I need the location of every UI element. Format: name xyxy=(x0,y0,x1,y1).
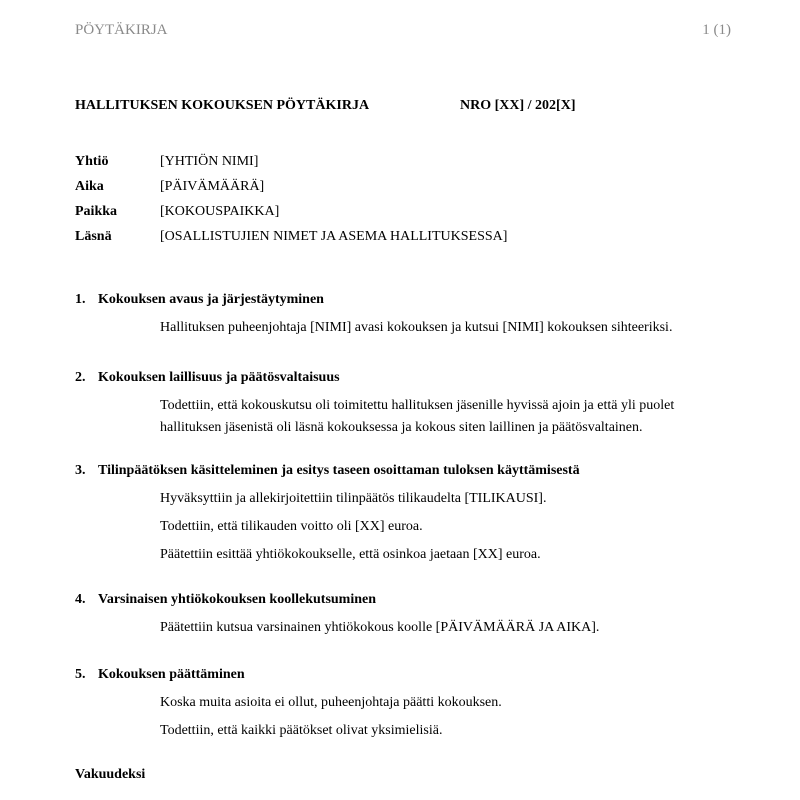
meta-row-company xyxy=(75,149,507,174)
section-2-number: 2. xyxy=(75,370,86,385)
section-3-paragraph-1: Hyväksyttiin ja allekirjoitettiin tilinpäätös tilikaudelta [TILIKAUSI]. xyxy=(160,491,547,506)
meta-label-time: Aika xyxy=(75,179,104,194)
meta-label-company: Yhtiö xyxy=(75,154,109,169)
page-header xyxy=(75,20,731,40)
section-3-paragraph-2: Todettiin, että tilikauden voitto oli [XX] euroa. xyxy=(160,519,423,534)
meta-value-company: [YHTIÖN NIMI] xyxy=(160,154,259,169)
meta-value-place: [KOKOUSPAIKKA] xyxy=(160,204,280,219)
section-3-heading xyxy=(75,460,723,482)
section-5-paragraph-1: Koska muita asioita ei ollut, puheenjohtaja päätti kokouksen. xyxy=(160,695,502,710)
section-3-paragraph-3: Päätettiin esittää yhtiökokoukselle, että osinkoa jaetaan [XX] euroa. xyxy=(160,547,541,562)
section-4-paragraph: Päätettiin kutsua varsinainen yhtiökokous koolle [PÄIVÄMÄÄRÄ JA AIKA]. xyxy=(160,620,600,635)
meta-block xyxy=(75,149,507,249)
closing-label: Vakuudeksi xyxy=(75,767,146,782)
document-title: HALLITUKSEN KOKOUKSEN PÖYTÄKIRJA xyxy=(75,98,370,113)
title-row xyxy=(75,95,575,117)
section-1-paragraph: Hallituksen puheenjohtaja [NIMI] avasi kokouksen ja kutsui [NIMI] kokouksen sihteeriksi. xyxy=(160,320,673,335)
meta-value-attendees: [OSALLISTUJIEN NIMET JA ASEMA HALLITUKSESSA] xyxy=(160,229,508,244)
meta-row-time xyxy=(75,174,507,199)
section-2-heading xyxy=(75,367,723,389)
meta-row-place xyxy=(75,199,507,224)
meta-label-place: Paikka xyxy=(75,204,118,219)
section-4-heading xyxy=(75,589,723,611)
section-1 xyxy=(75,289,723,339)
section-5 xyxy=(75,664,723,742)
section-2 xyxy=(75,367,723,439)
section-5-number: 5. xyxy=(75,667,86,682)
section-3-title: Tilinpäätöksen käsitteleminen ja esitys taseen osoittaman tuloksen käyttämisestä xyxy=(98,463,580,478)
section-5-title: Kokouksen päättäminen xyxy=(98,667,245,682)
section-2-paragraph: Todettiin, että kokouskutsu oli toimitettu hallituksen jäsenille hyvissä ajoin ja että yli puolet hallituksen jäsenistä oli läsnä kokouksessa ja kokous siten laillinen ja päätösvaltainen. xyxy=(160,398,675,435)
page-number: 1 (1) xyxy=(702,22,731,38)
section-1-number: 1. xyxy=(75,292,86,307)
meta-value-time: [PÄIVÄMÄÄRÄ] xyxy=(160,179,265,194)
section-4 xyxy=(75,589,723,639)
section-1-heading xyxy=(75,289,723,311)
section-5-heading xyxy=(75,664,723,686)
meta-row-attendees xyxy=(75,224,507,249)
document-number: NRO [XX] / 202[X] xyxy=(460,98,576,113)
section-4-number: 4. xyxy=(75,592,86,607)
meta-label-attendees: Läsnä xyxy=(75,229,112,244)
doc-type-label: PÖYTÄKIRJA xyxy=(75,22,168,38)
section-4-title: Varsinaisen yhtiökokouksen koollekutsuminen xyxy=(98,592,377,607)
section-3 xyxy=(75,460,723,566)
section-1-title: Kokouksen avaus ja järjestäytyminen xyxy=(98,292,324,307)
section-5-paragraph-2: Todettiin, että kaikki päätökset olivat yksimielisiä. xyxy=(160,723,443,738)
section-2-title: Kokouksen laillisuus ja päätösvaltaisuus xyxy=(98,370,340,385)
section-3-number: 3. xyxy=(75,463,86,478)
